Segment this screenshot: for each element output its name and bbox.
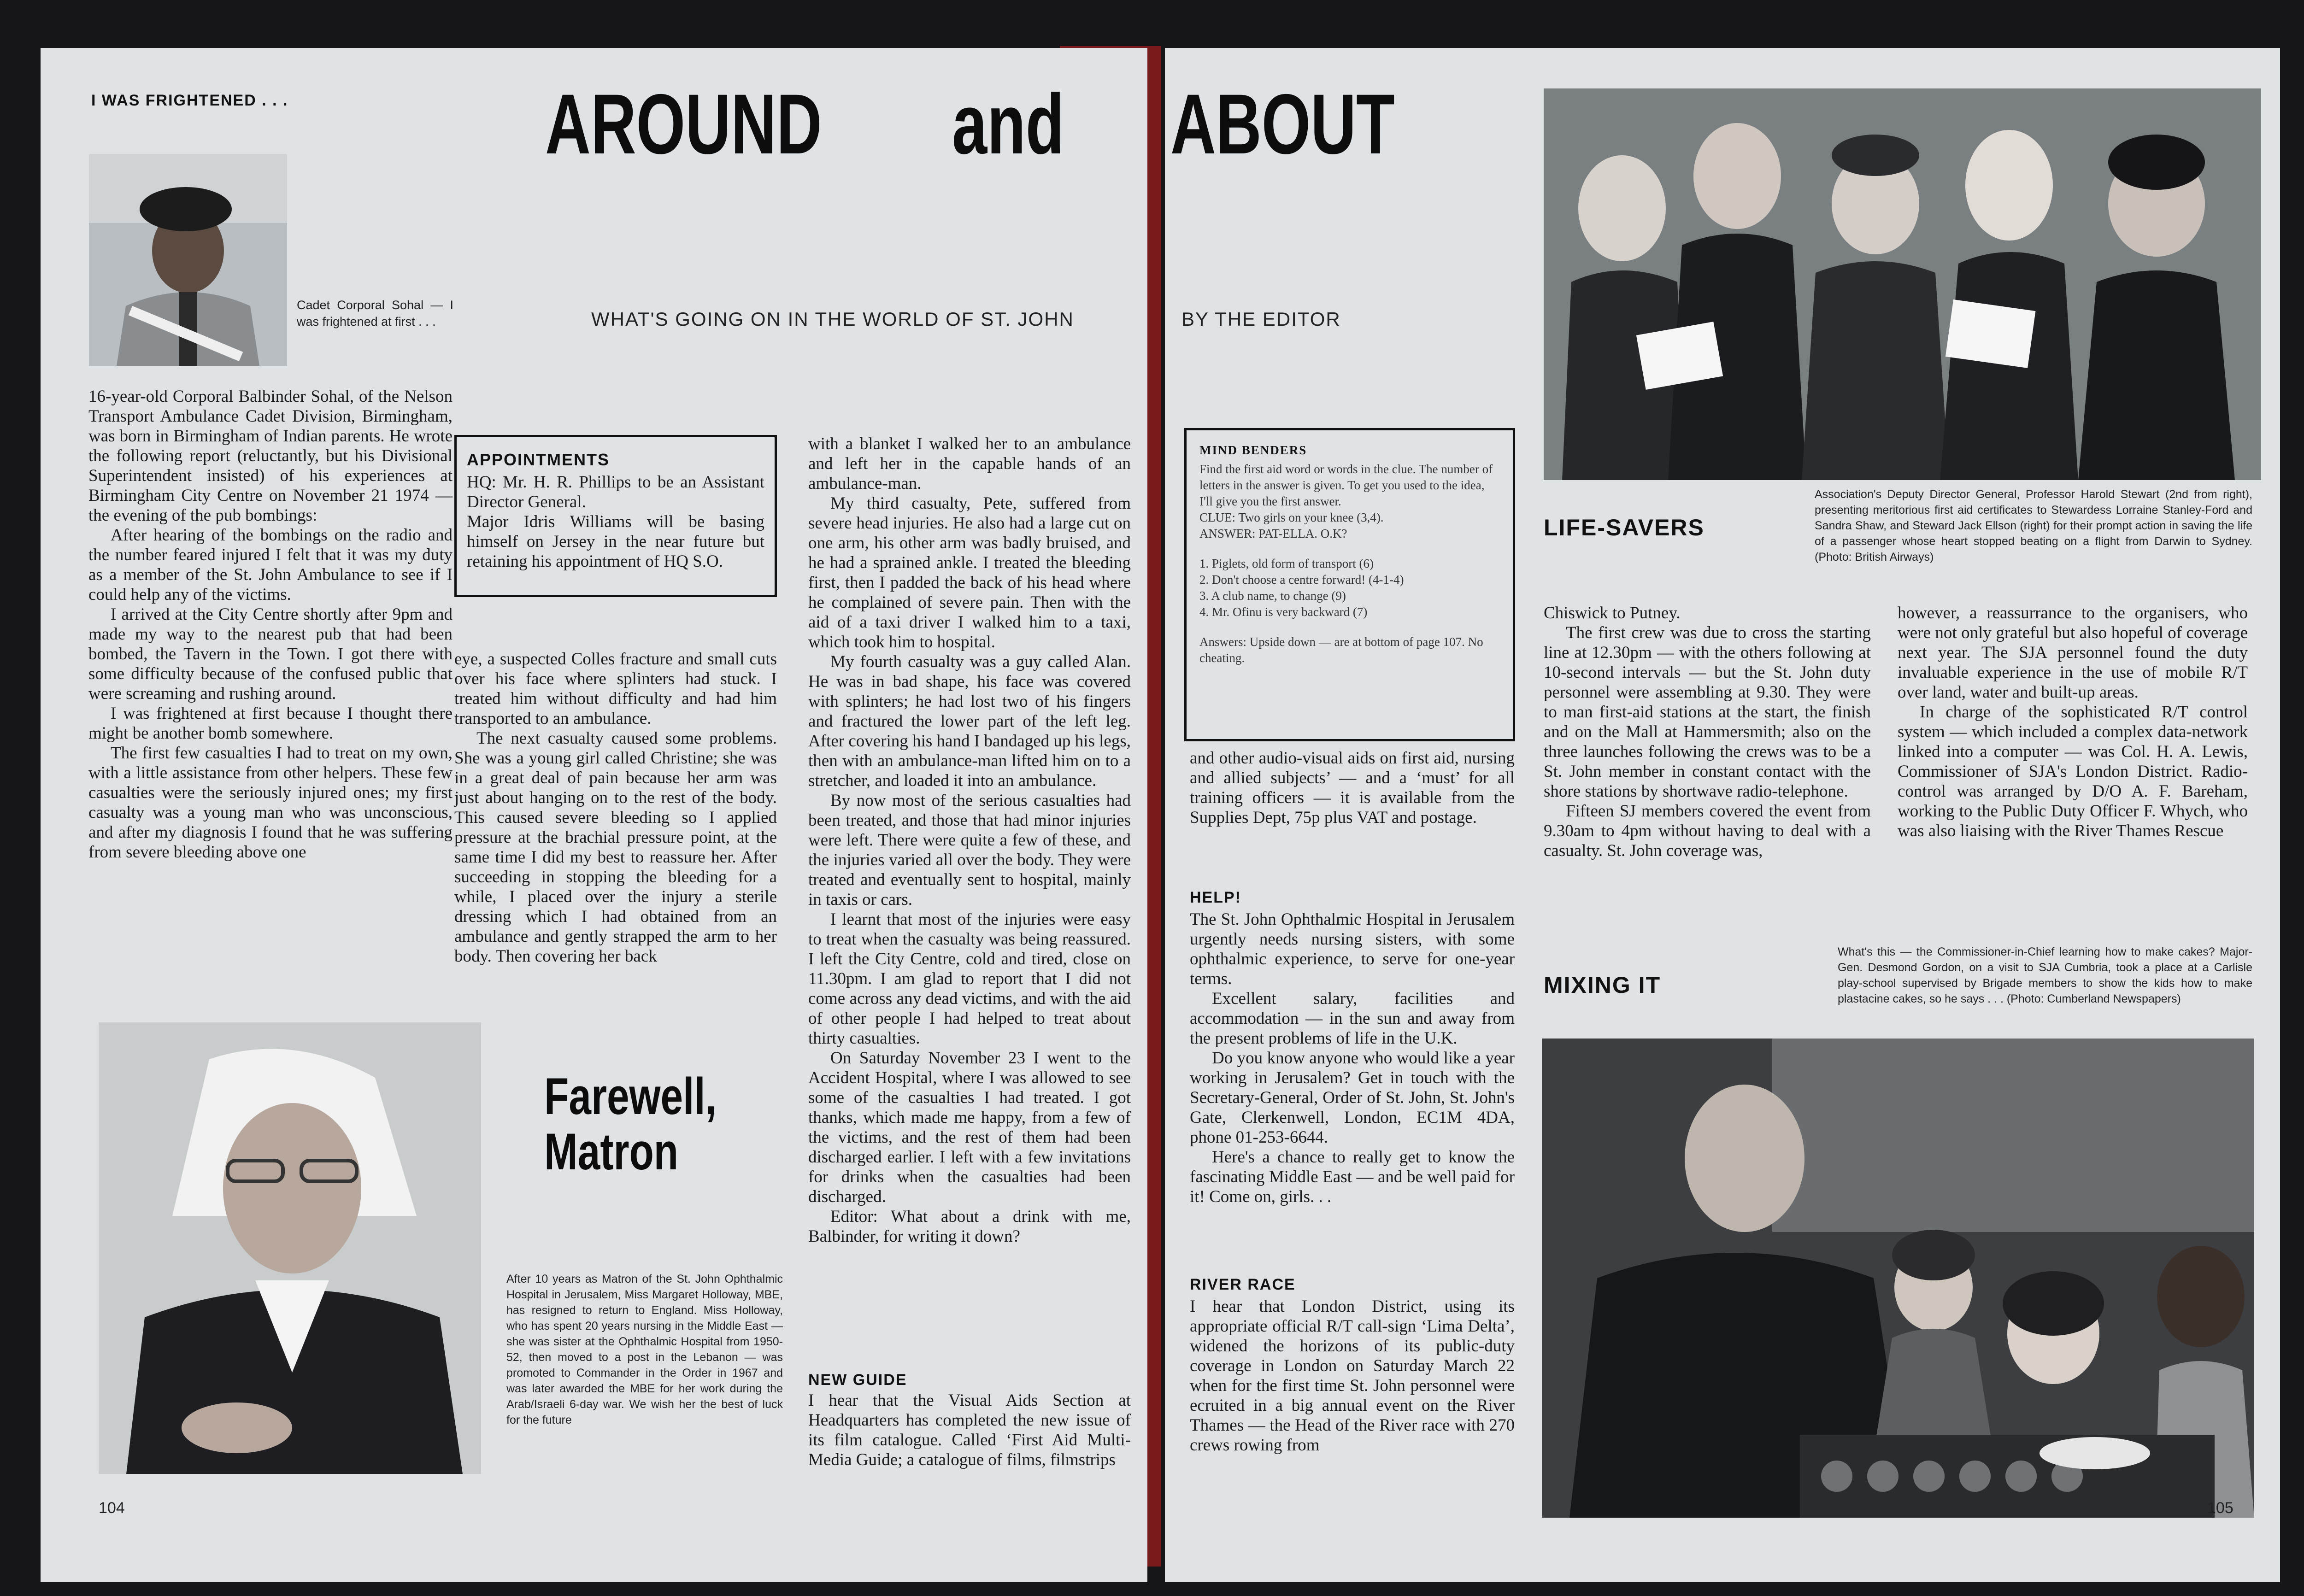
column-2: [454, 649, 777, 966]
paragraph: I learnt that most of the injuries were easy to treat when the casualty was being reassured. I left the City Centre, cold and tired, close on 11.30pm. I am glad to report that I did not come across any dead victims, and with the aid of other people I had helped to treat about thirty casualties.: [808, 910, 1131, 1048]
paragraph: I hear that London District, using its appropriate official R/T call-sign ‘Lima Delta’, widened the horizons of its public-duty coverage in London on Saturday March 22 when for the first time St. John personnel were ecruited in a big annual event on the River Thames — the Head of the River race with 270 crews rowing from: [1190, 1297, 1515, 1455]
paragraph: After hearing of the bombings on the radio and the number feared injured I felt that it was my duty as a member of the St. John Ambulance to see if I could help any of the victims.: [88, 526, 453, 604]
appointment-item: Major Idris Williams will be basing himself on Jersey in the near future but retaining his appointment of HQ S.O.: [467, 512, 764, 571]
paragraph: Excellent salary, facilities and accommodation — in the sun and away from the present problems of life in the U.K.: [1190, 989, 1515, 1048]
paragraph: Fifteen SJ members covered the event from 9.30am to 4pm without having to deal with a casualty. St. John coverage was,: [1544, 802, 1871, 860]
mind-benders-example-clue: CLUE: Two girls on your knee (3,4).: [1199, 510, 1384, 524]
byline: BY THE EDITOR: [1181, 308, 1341, 330]
life-savers-heading: LIFE-SAVERS: [1544, 515, 1704, 540]
farewell-caption: After 10 years as Matron of the St. John Ophthalmic Hospital in Jerusalem, Miss Margaret Holloway, MBE, has resigned to return to England. Miss Holloway, who has spent 20 years nursing in the Middle East — she was sister at the Ophthalmic Hospital from 1950-52, then moved to a post in the Lebanon — was promoted to Commander in the Order in 1967 and was later awarded the MBE for her work during the Arab/Israeli 6-day war. We wish her the best of luck for the future: [506, 1273, 783, 1426]
appointment-item: HQ: Mr. H. R. Phillips to be an Assistant Director General.: [467, 473, 764, 511]
headline-about: ABOUT: [1170, 77, 1395, 172]
paragraph: with a blanket I walked her to an ambulance and left her in the capable hands of an ambulance-man.: [808, 434, 1131, 493]
paragraph: I was frightened at first because I thought there might be another bomb somewhere.: [88, 704, 453, 743]
column-a: [1544, 603, 1871, 861]
paragraph: The first few casualties I had to treat on my own, with a little assistance from other helpers. These few casualties were the seriously injured ones; my first casualty was a young man who was unconscious, and after my diagnosis I found that he was suffering from severe bleeding above one: [88, 744, 453, 862]
kicker-heading: I WAS FRIGHTENED . . .: [91, 92, 288, 109]
paragraph: My fourth casualty was a guy called Alan. He was in bad shape, his face was covered with splinters; he had lost two of his fingers and fractured the lower part of the left leg. After covering his hand I bandaged up his legs, then with an ambulance-man lifted him on to a stretcher, and loaded it into an ambulance.: [808, 652, 1131, 790]
mind-benders-heading: MIND BENDERS: [1199, 443, 1307, 457]
mixing-it-photo: [1542, 1039, 2254, 1518]
farewell-title-line1: Farewell,: [544, 1068, 717, 1125]
paragraph: The St. John Ophthalmic Hospital in Jerusalem urgently needs nursing sisters, with some ophthalmic experience, to serve for one-year terms.: [1190, 910, 1515, 988]
headline-and: and: [952, 77, 1064, 172]
column-1: [88, 387, 453, 862]
column-b: [1898, 603, 2248, 841]
paragraph: The next casualty caused some problems. She was a young girl called Christine; she was in a great deal of pain because her arm was just about hanging on to the rest of the body. This caused severe bleeding so I applied pressure at the brachial pressure point, at the same time I did my best to reassure her. After succeeding in stopping the bleeding for a while, I placed over the injury a sterile dressing which I had obtained from an ambulance and gently strapped the arm to her body. Then covering her back: [454, 729, 777, 966]
mind-benders-box: [1184, 428, 1515, 741]
portrait-photo: [89, 154, 287, 366]
guide-continued: [1190, 748, 1515, 827]
mind-benders-intro: Find the first aid word or words in the clue. The number of letters in the answer is given. To get you used to the idea, I'll give you the first answer.: [1199, 462, 1493, 508]
right-page: [1165, 48, 2280, 1582]
paragraph: however, a reassurrance to the organisers, who were not only grateful but also hopeful of coverage next year. The SJA personnel found the duty invaluable experience in the use of mobile R/T over land, water and built-up areas.: [1898, 604, 2248, 702]
river-race-body: [1190, 1297, 1515, 1455]
life-savers-photo: [1544, 88, 2261, 480]
left-page: [41, 48, 1147, 1582]
paragraph: 16-year-old Corporal Balbinder Sohal, of the Nelson Transport Ambulance Cadet Division, Birmingham, was born in Birmingham of Indian parents. He wrote the following report (reluctantly, but his Divisional Superintendent insisted) of his experiences at Birmingham City Centre on November 21 1974 — the evening of the pub bombings:: [88, 387, 453, 525]
paragraph: The first crew was due to cross the starting line at 12.30pm — with the others following at 10-second intervals — but the St. John duty personnel were assembling at 9.30. They were to man first-aid stations at the start, the finish and on the Mall at Hammersmith; also on the three launches following the crews was to be a St. John member in constant contact with the shore stations by shortwave radio-telephone.: [1544, 623, 1871, 801]
new-guide-heading: NEW GUIDE: [808, 1371, 907, 1389]
paragraph: My third casualty, Pete, suffered from severe head injuries. He also had a large cut on one arm, his other arm was badly bruised, and he had a sprained ankle. I treated the bleeding first, then I padded the back of his head where he complained of severe pain. Then with the aid of a taxi driver I walked him to a taxi, which took him to hospital.: [808, 494, 1131, 651]
life-savers-caption: Association's Deputy Director General, Professor Harold Stewart (2nd from right), presenting meritorious first aid certificates to Stewardess Lorraine Stanley-Ford and Sandra Shaw, and Steward Jack Ellson (right) for their prompt action in saving the life of a passenger whose heart stopped beating on a flight from Darwin to Sydney. (Photo: British Airways): [1815, 488, 2252, 563]
mind-benders-clue: 2. Don't choose a centre forward! (4-1-4): [1199, 573, 1404, 587]
help-heading: HELP!: [1190, 889, 1241, 906]
mind-benders-clue: 1. Piglets, old form of transport (6): [1199, 557, 1374, 570]
help-body: [1190, 909, 1515, 1207]
paragraph: and other audio-visual aids on first aid, nursing and allied subjects’ — and a ‘must’ for all training officers — it is available from the Supplies Dept, 75p plus VAT and postage.: [1190, 749, 1515, 827]
mind-benders-clue: 3. A club name, to change (9): [1199, 589, 1346, 603]
matron-photo: [99, 1022, 481, 1474]
farewell-title-line2: Matron: [544, 1123, 679, 1180]
paragraph: eye, a suspected Colles fracture and small cuts over his face where splinters had stuck. I treated him without difficulty and had him transported to an ambulance.: [454, 650, 777, 728]
mind-benders-body: [1199, 461, 1500, 666]
paragraph: I hear that the Visual Aids Section at Headquarters has completed the new issue of its film catalogue. Called ‘First Aid Multi-Media Guide; a catalogue of films, filmstrips: [808, 1391, 1131, 1469]
mind-benders-example-answer: ANSWER: PAT-ELLA. O.K?: [1199, 527, 1347, 540]
appointments-box: [454, 435, 777, 597]
mind-benders-clue: 4. Mr. Ofinu is very backward (7): [1199, 605, 1368, 619]
portrait-caption: Cadet Corporal Sohal — I was frightened at first . . .: [297, 298, 453, 329]
subtitle: WHAT'S GOING ON IN THE WORLD OF ST. JOHN: [591, 308, 1074, 330]
appointments-body: [467, 472, 764, 571]
paragraph: On Saturday November 23 I went to the Accident Hospital, where I was allowed to see some of the casualties I had treated. I got thanks, which made me happy, from a few of the victims, and the rest of them had been discharged earlier. I left with a few invitations for drinks when the casualties had been discharged.: [808, 1049, 1131, 1206]
column-3: [808, 434, 1131, 1246]
paragraph: Do you know anyone who would like a year working in Jerusalem? Get in touch with the Secretary-General, Order of St. John, St. John's Gate, Clerkenwell, London, EC1M 4DA, phone 01-253-6644.: [1190, 1049, 1515, 1147]
mixing-it-heading: MIXING IT: [1544, 972, 1661, 998]
paragraph: By now most of the serious casualties had been treated, and those that had minor injuries were left. There were quite a few of these, and the injuries varied all over the body. They were treated and eventually sent to hospital, mainly in taxis or cars.: [808, 791, 1131, 909]
paragraph: Here's a chance to really get to know the fascinating Middle East — and be well paid for it! Come on, girls. . .: [1190, 1148, 1515, 1206]
appointments-heading: APPOINTMENTS: [467, 450, 610, 469]
paragraph: I arrived at the City Centre shortly after 9pm and made my way to the nearest pub that had been bombed, the Tavern in the Town. I got there with some difficulty because of the confused public that were screaming and rushing around.: [88, 605, 453, 703]
mind-benders-answers: Answers: Upside down — are at bottom of page 107. No cheating.: [1199, 635, 1483, 665]
page-number-left: 104: [99, 1499, 125, 1517]
new-guide-body: [808, 1391, 1131, 1470]
river-race-heading: RIVER RACE: [1190, 1276, 1296, 1293]
page-number-right: 105: [2207, 1499, 2233, 1517]
paragraph: In charge of the sophisticated R/T control system — which included a complex data-network linked into a computer — was Col. H. A. Lewis, Commissioner of SJA's London District. Radio-control was arranged by D/O A. F. Bareham, working to the Public Duty Officer F. Whych, who was also liaising with the River Thames Rescue: [1898, 703, 2248, 840]
paragraph: Editor: What about a drink with me, Balbinder, for writing it down?: [808, 1207, 1131, 1246]
headline-around: AROUND: [545, 77, 822, 172]
mixing-it-caption: What's this — the Commissioner-in-Chief learning how to make cakes? Major-Gen. Desmond Gordon, on a visit to SJA Cumbria, took a place at a Carlisle play-school supervised by Brigade members to show the kids how to make plastacine cakes, so he says . . . (Photo: Cumberland Newspapers): [1838, 945, 2252, 1005]
paragraph: Chiswick to Putney.: [1544, 604, 1681, 622]
